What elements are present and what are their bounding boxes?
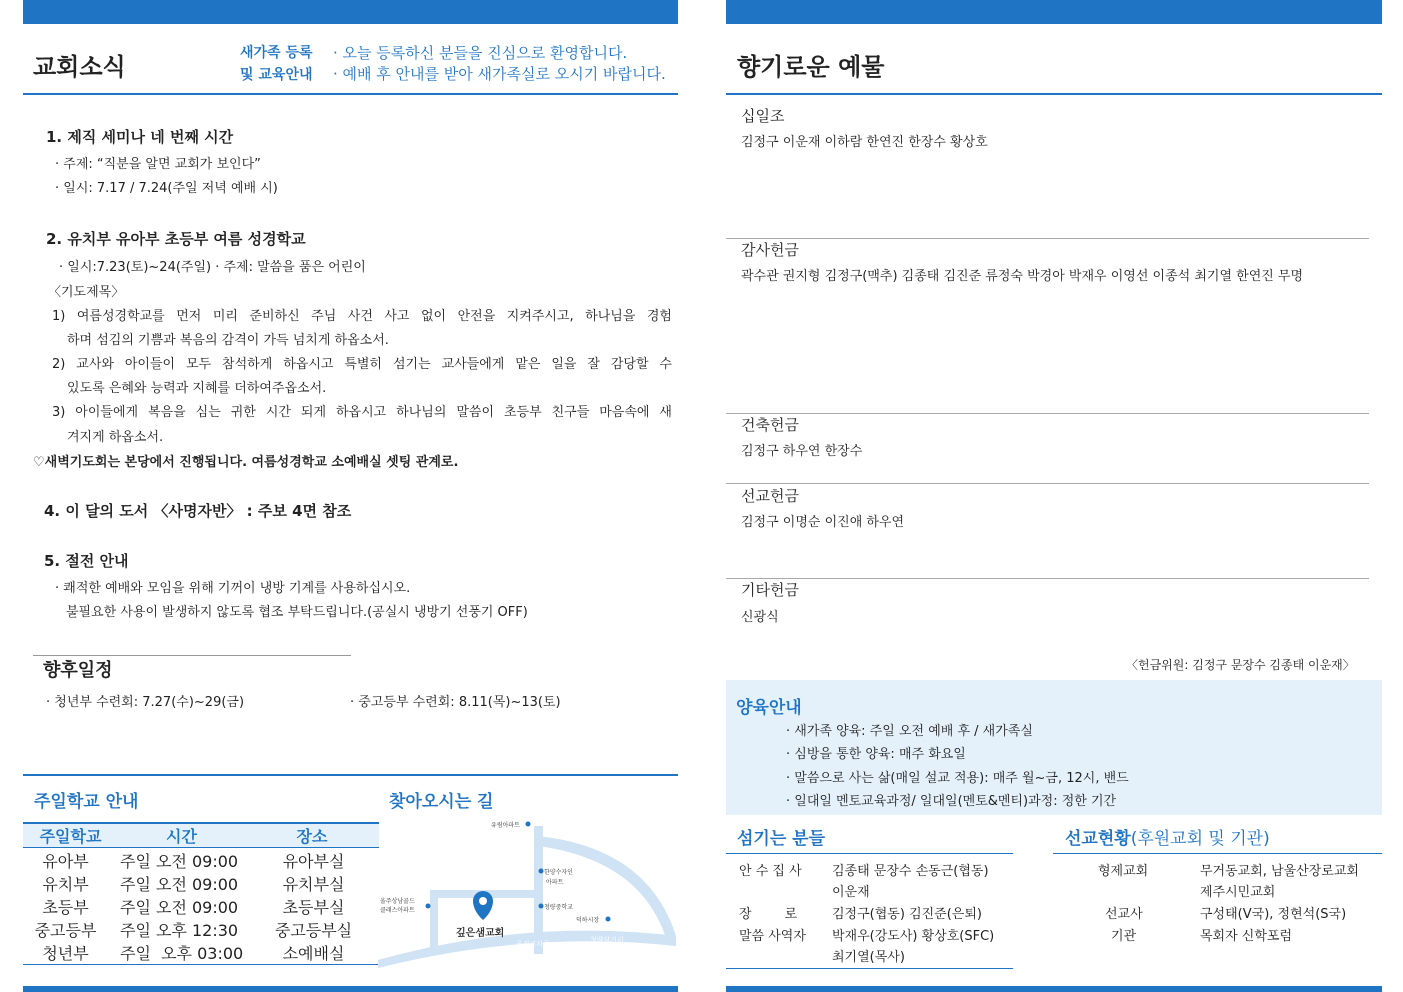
nurture-title: 양육안내 <box>736 698 802 718</box>
mission-type: 형제교회 <box>1098 864 1149 879</box>
map-label-2b: 아파트 <box>546 879 564 886</box>
table-row <box>23 849 379 872</box>
sunday-school-title: 주일학교 안내 <box>34 792 139 812</box>
nurture-item: · 심방을 통한 양육: 매주 화요일 <box>786 747 966 762</box>
news-item-1-line-1: · 주제: “직분을 알면 교회가 보인다” <box>55 157 261 172</box>
offering-divider <box>726 483 1369 484</box>
nurture-item: · 말씀으로 사는 삶(매일 설교 적용): 매주 월~금, 12시, 밴드 <box>786 771 1129 786</box>
school-name: 청년부 <box>42 944 89 963</box>
servant-names: 박재우(강도사) 황상호(SFC) <box>832 929 995 944</box>
prayer-3b: 겨지게 하옵소서. <box>67 430 164 445</box>
right-header-divider <box>726 93 1382 95</box>
map-label-church: 깊은샘교회 <box>456 928 505 939</box>
table-row <box>23 941 379 964</box>
news-item-4-title: 4. 이 달의 도서 〈사명자반〉 : 주보 4면 참조 <box>44 502 352 520</box>
servant-role: 장 로 <box>739 907 798 922</box>
prayer-heading: 〈기도제목〉 <box>48 285 125 300</box>
table-row <box>23 918 379 941</box>
right-bottom-bar <box>726 986 1382 992</box>
offering-category: 건축헌금 <box>741 416 799 434</box>
prayer-2a: 2) 교사와 아이들이 모두 참석하게 하옵시고 특별히 섬기는 교사들에게 맡은 일을 잘 감당할 수 <box>52 357 672 372</box>
servants-title: 섬기는 분들 <box>737 829 826 849</box>
school-name: 중고등부 <box>34 921 97 940</box>
news-item-2-line-1: · 일시:7.23(토)~24(주일) · 주제: 말씀을 품은 어린이 <box>59 260 366 275</box>
offering-names: 곽수관 권지형 김정구(맥추) 김종태 김진준 류정숙 박경아 박재우 이영선 이종석 최기열 한연진 무명 <box>741 269 1304 284</box>
left-top-bar <box>23 0 678 24</box>
dawn-prayer-notice: ♡새벽기도회는 본당에서 진행됩니다. 여름성경학교 소예배실 셋팅 관계로. <box>33 455 459 470</box>
left-header-divider <box>23 93 678 95</box>
school-time: 주일 오후 12:30 <box>120 921 239 940</box>
prayer-1a: 1) 여름성경학교를 먼저 미리 준비하신 주님 사건 사고 없이 안전을 지켜주시고, 하나님을 경험 <box>52 309 672 324</box>
servant-names: 최기열(목사) <box>832 950 905 965</box>
news-item-5-title: 5. 절전 안내 <box>44 552 129 570</box>
school-place: 유치부실 <box>282 875 345 894</box>
school-place: 중고등부실 <box>274 921 353 940</box>
mission-type: 기관 <box>1111 929 1137 944</box>
church-news-title: 교회소식 <box>33 53 126 81</box>
servant-role: 말씀 사역자 <box>739 929 806 944</box>
newcomer-text-1: · 오늘 등록하신 분들을 진심으로 환영합니다. <box>333 44 628 62</box>
newcomer-label-2: 및 교육안내 <box>240 67 313 83</box>
servant-names: 이운재 <box>832 885 870 900</box>
mission-title <box>1065 824 1270 849</box>
mission-top-line <box>1053 853 1382 854</box>
offering-category: 기타헌금 <box>741 581 799 599</box>
table-row <box>23 895 379 918</box>
map-dot-5 <box>426 904 431 909</box>
school-time: 주일 오전 09:00 <box>120 875 239 894</box>
right-top-bar <box>726 0 1382 24</box>
school-time: 주일 오전 09:00 <box>120 852 239 871</box>
mission-names: 무거동교회, 남울산장로교회 <box>1200 864 1359 879</box>
offering-category: 감사헌금 <box>741 241 799 259</box>
school-place: 초등부실 <box>282 898 345 917</box>
map-road-label-2: 청량삼거리 <box>590 936 624 944</box>
map-pin-icon <box>473 891 493 920</box>
school-name: 유아부 <box>42 852 89 871</box>
map-dot-1 <box>526 822 531 827</box>
news-item-5-line-1: · 쾌적한 예배와 모임을 위해 기꺼이 냉방 기계를 사용하십시오. <box>55 581 411 596</box>
map-left-road <box>430 890 438 950</box>
prayer-2b: 있도록 은혜와 능력과 지혜를 더하여주옵소서. <box>67 381 327 396</box>
map-label-2: 한양수자인 <box>544 869 573 876</box>
school-time: 주일 오전 09:00 <box>120 898 239 917</box>
servants-bottom-line <box>726 968 1013 969</box>
bottom-section-divider <box>23 774 678 776</box>
news-item-1-title: 1. 제직 세미나 네 번째 시간 <box>46 128 234 146</box>
mission-type: 선교사 <box>1105 907 1143 922</box>
offering-category: 십일조 <box>741 107 785 125</box>
school-name: 초등부 <box>42 898 89 917</box>
prayer-1b: 하며 섬김의 기쁨과 복음의 감격이 가득 넘치게 하옵소서. <box>67 333 389 348</box>
offering-committee: 〈헌금위원: 김정구 문장수 김종태 이운재〉 <box>1126 658 1355 672</box>
servant-names: 김종태 문장수 손동근(협동) <box>832 864 989 879</box>
map-curved-road <box>378 931 676 968</box>
map-label-1: 유림아파트 <box>491 822 520 829</box>
sunday-school-rows <box>23 848 379 965</box>
map-dot-3 <box>539 904 544 909</box>
left-bottom-bar <box>23 986 678 992</box>
news-item-1-line-2: · 일시: 7.17 / 7.24(주일 저녁 예배 시) <box>55 181 278 196</box>
servant-names: 김정구(협동) 김진준(은퇴) <box>832 907 982 922</box>
map-label-5b: 클래스아파트 <box>380 907 415 914</box>
offering-names: 신광식 <box>741 610 779 625</box>
map-label-4: 덕하시장 <box>576 917 600 924</box>
offering-category: 선교헌금 <box>741 487 799 505</box>
col-header-time: 시간 <box>166 827 197 846</box>
mission-title-sub: (후원교회 및 기관) <box>1130 829 1270 849</box>
school-time: 주일 오후 03:00 <box>120 944 244 963</box>
mission-names: 구성태(V국), 정현석(S국) <box>1200 907 1347 922</box>
offerings-title: 향기로운 예물 <box>737 53 885 81</box>
sunday-school-header <box>23 822 379 848</box>
directions-map <box>378 808 678 968</box>
school-place: 유아부실 <box>282 852 345 871</box>
offering-divider <box>726 413 1369 414</box>
servant-role: 안 수 집 사 <box>739 864 802 879</box>
sunday-school-table <box>23 822 379 965</box>
map-road-label-1: 울진교차로 <box>516 940 550 948</box>
nurture-item: · 새가족 양육: 주일 오전 예배 후 / 새가족실 <box>786 724 1033 739</box>
directions-title: 찾아오시는 길 <box>389 792 494 812</box>
newcomer-text-2: · 예배 후 안내를 받아 새가족실로 오시기 바랍니다. <box>333 65 666 83</box>
offering-divider <box>726 238 1369 239</box>
newcomer-label-1: 새가족 등록 <box>240 45 313 61</box>
map-arc-road <box>538 836 676 938</box>
offering-names: 김정구 이명순 이진애 하우연 <box>741 515 905 530</box>
map-label-3: 청량중학교 <box>544 904 573 911</box>
col-header-school: 주일학교 <box>39 827 102 846</box>
offering-names: 김정구 이운재 이하람 한연진 한장수 황상호 <box>741 135 988 150</box>
servants-top-line <box>726 853 1013 854</box>
nurture-item: · 일대일 멘토교육과정/ 일대일(멘토&멘티)과정: 정한 기간 <box>786 794 1117 809</box>
schedule-title: 향후일정 <box>43 660 113 681</box>
map-label-5: 울주상남골드 <box>380 898 415 905</box>
schedule-item-1: · 청년부 수련회: 7.27(수)~29(금) <box>46 695 245 710</box>
map-dot-4 <box>606 917 611 922</box>
school-place: 소예배실 <box>282 944 345 963</box>
col-header-place: 장소 <box>296 827 328 846</box>
mission-names: 제주시민교회 <box>1200 885 1276 900</box>
school-name: 유치부 <box>42 875 89 894</box>
table-row <box>23 872 379 895</box>
news-item-2-title: 2. 유치부 유아부 초등부 여름 성경학교 <box>46 230 306 248</box>
offering-names: 김정구 하우연 한장수 <box>741 444 863 459</box>
mission-title-main: 선교현황 <box>1065 829 1131 849</box>
schedule-item-2: · 중고등부 수련회: 8.11(목)~13(토) <box>350 695 561 710</box>
mission-names: 목회자 신학포럼 <box>1200 929 1293 944</box>
news-item-5-line-2: 불필요한 사용이 발생하지 않도록 협조 부탁드립니다.(공실시 냉방기 선풍기 OFF) <box>66 605 528 620</box>
prayer-3a: 3) 아이들에게 복음을 심는 귀한 시간 되게 하옵시고 하나님의 말씀이 초등부 친구들 마음속에 새 <box>52 405 672 420</box>
offering-divider <box>726 578 1369 579</box>
map-dot-2 <box>539 869 544 874</box>
